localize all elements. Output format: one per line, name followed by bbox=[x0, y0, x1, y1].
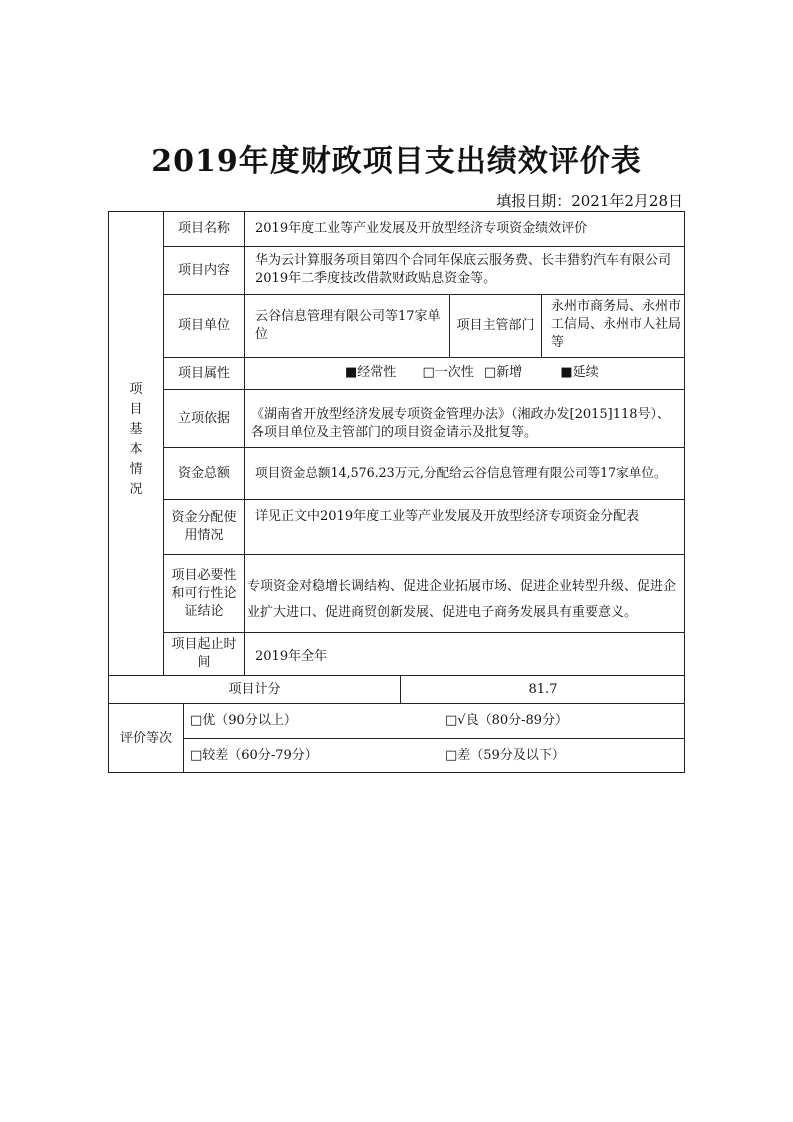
dept-label: 项目主管部门 bbox=[456, 318, 535, 333]
project-name-label: 项目名称 bbox=[177, 221, 230, 236]
project-content-value: 华为云计算服务项目第四个合同年保底云服务费、长丰猎豹汽车有限公司2019年二季度技改借款财政贴息资金等。 bbox=[255, 253, 672, 286]
page-title: 2019年度财政项目支出绩效评价表 bbox=[151, 144, 642, 179]
section-label: 项目基本情况 bbox=[129, 382, 143, 497]
grade-poor[interactable]: □差（59分及以下） bbox=[445, 748, 565, 763]
grade-good[interactable]: □√良（80分-89分） bbox=[445, 713, 569, 728]
score-label: 项目计分 bbox=[228, 681, 281, 697]
col-divider bbox=[183, 703, 184, 773]
row-divider bbox=[163, 554, 685, 555]
row-divider bbox=[183, 738, 685, 739]
grade-label: 评价等次 bbox=[119, 730, 172, 746]
grade-fair[interactable]: □较差（60分-79分） bbox=[190, 748, 318, 763]
fill-date: 填报日期：2021年2月28日 bbox=[496, 192, 683, 210]
project-attr-label: 项目属性 bbox=[177, 365, 230, 381]
score-value: 81.7 bbox=[528, 681, 558, 697]
allocation-value: 详见正文中2019年度工业等产业发展及开放型经济专项资金分配表 bbox=[255, 509, 640, 524]
allocation-label: 资金分配使用情况 bbox=[171, 510, 237, 543]
attr-option[interactable]: ■延续 bbox=[560, 365, 599, 380]
necessity-label: 项目必要性和可行性论证结论 bbox=[171, 567, 237, 619]
col-divider bbox=[244, 211, 245, 675]
attr-option[interactable]: □新增 bbox=[483, 365, 523, 380]
row-divider bbox=[108, 703, 685, 704]
basis-value: 《湖南省开放型经济发展专项资金管理办法》（湘政办发[2015]118号）、各项目单位及主管部门的项目资金请示及批复等。 bbox=[251, 407, 671, 440]
basis-label: 立项依据 bbox=[177, 410, 230, 426]
row-divider bbox=[163, 632, 685, 633]
necessity-value: 专项资金对稳增长调结构、促进企业拓展市场、促进企业转型升级、促进企业扩大进口、促进商贸创新发展、促进电子商务发展具有重要意义。 bbox=[247, 579, 677, 620]
attr-option[interactable]: ■经常性 bbox=[345, 365, 397, 380]
period-label: 项目起止时间 bbox=[171, 637, 237, 670]
col-divider bbox=[541, 294, 542, 357]
project-unit-label: 项目单位 bbox=[177, 318, 230, 333]
attr-option[interactable]: □一次性 bbox=[422, 365, 474, 380]
total-fund-value: 项目资金总额14,576.23万元,分配给云谷信息管理有限公司等17家单位。 bbox=[255, 465, 667, 480]
dept-value: 永州市商务局、永州市工信局、永州市人社局等 bbox=[551, 299, 682, 350]
row-divider bbox=[163, 499, 685, 500]
attr-options bbox=[345, 364, 675, 382]
grade-excellent[interactable]: □优（90分以上） bbox=[190, 713, 297, 728]
project-unit-value: 云谷信息管理有限公司等17家单位 bbox=[255, 309, 441, 342]
period-value: 2019年全年 bbox=[255, 649, 328, 664]
total-fund-label: 资金总额 bbox=[177, 465, 230, 481]
project-name-value: 2019年度工业等产业发展及开放型经济专项资金绩效评价 bbox=[255, 221, 588, 236]
project-content-label: 项目内容 bbox=[177, 262, 230, 278]
